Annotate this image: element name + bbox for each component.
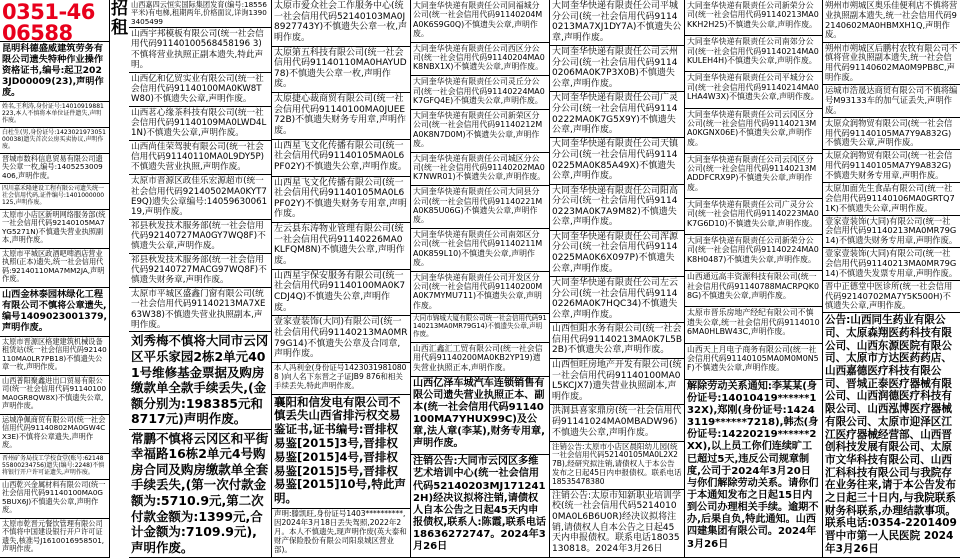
notice-text: 山西天上月电子商务有限公司(统一社会信用代码91140105MA0M0M0N5F)不慎遗失公章,声明作废。 <box>687 344 819 373</box>
notice-text: 太原加面先生食品有限公司(统一社会信用代码91140106MA0GRTQ71K)不慎遗失公章,声明作废。 <box>825 182 955 213</box>
notice-c5-4 <box>550 185 684 231</box>
notice-c6-3 <box>685 109 822 154</box>
notice-text: 姓名,王利涛,身份证号:14010919881223,本人不慎将本单位证件遗失,声明作废。 <box>2 103 104 125</box>
notice-text: 大同奎华快递有限责任公司平城分公司(统一社会信用代码91140213MA7XJ1DY7A)不慎遗失公章,声明作废。 <box>552 1 682 43</box>
notice-c6-5 <box>685 199 822 235</box>
notice-text: 山西嘉四云恒实国际集团发育(编号:18556平米)有电梯,租期两年,价格面议,详询13903405499 <box>131 0 267 26</box>
notice-text: 太原市小店区新明网络服务部(统一社会信用代码92140105MA7YG5271N)不慎遗失营业执照副本,声明作废。 <box>2 210 106 245</box>
notice-text: 壹家壹装饰(大同)有限公司(统一社会信用代码91140213MA0MR79G14)不慎遗失公章及合同章,声明作废。 <box>274 317 408 360</box>
notice-text: 大同奎华快递有限责任公司同福城分公司(统一社会信用代码91140204MA0K6S9G0Q)不慎遗失公章,声明作废。 <box>413 1 543 39</box>
notice-c6-2 <box>685 72 822 108</box>
notice-c5-7 <box>550 323 684 359</box>
notice-c7-5 <box>823 183 960 216</box>
notice-text: 解除劳动关系通知:李某某(身份证号:14010419******132X),郑刚(身份证号:14243119******7218),韩杰(身份证号:14220219******2XX),以上员工你们连续旷工已超过5天,违反公司规章制度,公司于2024年3月20日与你们解除劳动关系。请你们于本通知发布之日起15日内到公司办理相关手续。逾期不办,后果自负,特此通知。山西四建集团有限公司。2024年3月26日 <box>687 380 819 550</box>
notice-c2-3 <box>129 107 271 141</box>
notice-text: 晋城市数科信息贸易有限公司遗失公章一枚,编号:1405253009406,声明作废。 <box>2 154 103 180</box>
notice-c1-12 <box>0 480 109 519</box>
notice-text: 山西乾兴金属材料有限公司(统一社会信用代码91140100MA0G5BUX6J)不慎遗失公章,声明作废。 <box>2 480 106 515</box>
ad-column-6 <box>685 0 823 558</box>
notice-text: 山西星飞文化传播有限公司(统一社会信用代码91140105MA0L6PF02Y)不慎遗失公章,声明作废。 <box>274 140 407 173</box>
notice-text: 注销公告:太原市知新职业培训学校(统一社会信用代码52140100MA0L6B6U0R)经决议拟将注销,请债权人自本公告之日起45天内申报债权。联系电话18035130818。2024年3月26日 <box>552 490 682 554</box>
notice-text: 太原市平城区盛鑫门窗有限公司(统一社会信用代码91140213MA7XE63W38)不慎遗失营业执照副本,声明作废。 <box>131 289 266 330</box>
notice-c4-10 <box>411 377 549 456</box>
ad-column-7 <box>823 0 960 558</box>
notice-text: 太原市晋源区格建建筑机械设备租赁站(统一社会信用代码92140110MA0LR7PB18)不慎遗失公章一枚,声明作废。 <box>2 337 107 372</box>
notice-c4-11 <box>411 455 549 558</box>
notice-c1-10 <box>0 415 109 454</box>
notice-c4-7 <box>411 272 549 315</box>
notice-c1-11 <box>0 454 109 480</box>
notice-text: 大同奎华快递有限责任公司平城分公司(统一社会信用代码91140214MA0LHA4W3X)不慎遗失公章,声明作废。 <box>687 73 819 102</box>
notice-text: 大同奎华快递有限责任公司云冈区分公司(统一社会信用代码91140213MA0KGNX06E)不慎遗失公章,声明作废。 <box>687 109 817 147</box>
notice-c5-1 <box>550 46 684 92</box>
notice-c1-3 <box>0 154 109 184</box>
notice-c4-0 <box>411 0 549 43</box>
notice-text: 山西星飞文化传播有限公司(统一社会信用代码91140105MA0L6PF02Y)不慎遗失财务专用章,声明作废。 <box>274 177 407 220</box>
notice-c3-10 <box>272 509 410 558</box>
notice-text: 山西亿和亿贸实业有限公司(统一社会信用代码91140100MA0KW8TW80)不慎遗失公章,声明作废。 <box>131 73 264 104</box>
notice-text: 太原市爱众社会工作服务中心(统一社会信用代码52140103MA0J8927743Y)不慎遗失公章一枚,声明作废。 <box>274 1 407 43</box>
notice-c3-4 <box>272 177 410 224</box>
notice-c2-4 <box>129 141 271 175</box>
contact-phone: 0351-4606588 <box>2 0 95 42</box>
notice-text: 大同奎华快递有限责任公司天镇分公司(统一社会信用代码91140225MA0K85A49X)不慎遗失公章,声明作废。 <box>552 139 679 182</box>
notice-text: 壹家壹装饰(大同)有限公司(统一社会信用代码91140213MA0MR79G14)不慎遗失财务专用章,声明作废。 <box>825 215 958 246</box>
notice-c6-0 <box>685 0 822 36</box>
notice-c3-0 <box>272 0 410 47</box>
notice-text: 大同奎华快递有限责任公司灵丘分公司(统一社会信用代码91140224MA0K7GFQ4E)不慎遗失公章,声明作废。 <box>413 77 545 105</box>
notice-c1-7 <box>0 288 109 337</box>
zhaozu-label: 招租 <box>111 0 128 38</box>
notice-text: 山西普阳聚鑫进出口贸易有限公司(统一社会信用代码91140100MA0GR8QW8X)不慎遗失公章,声明作废。 <box>2 376 107 411</box>
notice-text: 大同奎华快递有限责任公司南郊分公司(统一社会信用代码91140214MA0KULEH4H)不慎遗失公章,声明作废。 <box>687 37 819 65</box>
notice-text: 大同奎华快递有限责任公司阳高分公司(统一社会信用代码91140223MA0K7A9M82)不慎遗失公章,声明作废。 <box>552 185 679 228</box>
notice-text: 运城净佩商贸有限公司(统一社会信用代码91140802MA0GW4CX3E)不慎将公章遗失,声明作废。 <box>2 415 106 450</box>
notice-c3-7 <box>272 316 410 363</box>
notice-c3-6 <box>272 270 410 317</box>
notice-c4-2 <box>411 76 549 110</box>
notice-c4-8 <box>411 314 549 343</box>
notice-c4-5 <box>411 186 549 229</box>
notice-text: 大同奎华快递有限责任公司新荣分公司(统一社会信用代码91140213MA0KKH2H25)不慎遗失公章,声明作废。 <box>687 1 819 29</box>
ad-column-5 <box>550 0 685 558</box>
notice-c2-9 <box>129 332 271 429</box>
notice-text: 大同奎华快递有限责任公司云冈区分公司(统一社会信用代码91140213MADDFCRX9P)不慎遗失公章,声明作废。 <box>687 154 817 192</box>
notice-text: 太原市晋源区政佳乐宏源超市(统一社会信用代码92140502MA0KYT7E9Q)遗失公章编号:1405963006119,声明作废。 <box>131 176 268 217</box>
notice-c5-6 <box>550 277 684 323</box>
notice-text: 晋州矿务局技工学校食堂(账号:6214855800234756)遗失(编号:2248)不慎将银行开户许可证遗失,声明作废。 <box>2 455 105 477</box>
notice-text: 白杜生(男,身份证号:142302197305100038)遗失首次公房买卖协议,声明作废。 <box>2 129 106 151</box>
notice-c2-5 <box>129 175 271 219</box>
notice-c4-1 <box>411 43 549 77</box>
notice-text: 大同奎华快递有限责任公司开发区分公司(统一社会信用代码91140200MA0K7MYMU711)不慎遗失公章,声明作废。 <box>413 272 543 310</box>
notice-c3-1 <box>272 47 410 94</box>
notice-text: 朔州市朔城区后鹏村农牧有限公司不慎将营业执照副本遗失,统一社会信用代码91140602MA0M9PB8C,声明作废。 <box>825 42 958 82</box>
notice-text: 大同奎华快递有限责任公司云州分公司(统一社会信用代码91140206MA0K7P3X0B)不慎遗失公章,声明作废。 <box>552 47 679 89</box>
notice-c3-2 <box>272 93 410 140</box>
notice-text: 大同奎华快递有限责任公司新荣区分公司(统一社会信用代码91140212MA0K8N7D0M)不慎遗失公章,声明作废。 <box>413 110 543 148</box>
notice-c5-0 <box>550 0 684 46</box>
notice-c7-7 <box>823 248 960 281</box>
notice-text: 大同奎华快递有限责任公司广灵分公司(统一社会信用代码91140222MA0K7G5X9Y)不慎遗失公章,声明作废。 <box>552 93 679 136</box>
notice-c1-2 <box>0 128 109 154</box>
notice-text: 太原市平城区政酒吧啤酒店营业执照(正本)遗失,统一社会信用代码:92140110MA7MM2JA,声明作废。 <box>2 249 105 284</box>
notice-c6-9 <box>685 344 822 380</box>
notice-text: 晋中正德堂中医诊所(统一社会信用代码92140702MA7Y5K500H)不慎遗失公章,声明作废。 <box>825 280 953 311</box>
notice-c5-9 <box>550 405 684 441</box>
notice-text: 大同奎华快递有限责任公司浑源分公司(统一社会信用代码91140225MA0K6X097P)不慎遗失公章,声明作废。 <box>552 231 679 274</box>
notice-text: 大同奎华快递有限责任公司广灵分公司(统一社会信用代码91140223MA0K7G6D10)不慎遗失公章,声明作废。 <box>687 199 819 228</box>
notice-c2-10 <box>129 430 271 558</box>
notice-text: 本人冯利金(身份证号14230319810808 )向人名下东晋之子证JB9 876和相关手续丢失,特此声明作废。 <box>274 363 407 390</box>
ad-column-4 <box>411 0 550 558</box>
notice-c4-9 <box>411 343 549 377</box>
notice-text: 大同奎华快递有限责任公司西区分公司(统一社会信用代码91140204MA0K8NBX1X)不慎遗失公章,声明作废。 <box>413 43 545 72</box>
notice-c1-9 <box>0 376 109 415</box>
notice-text: 大同奎华快递有限责任公司新荣分公司(统一社会信用代码91140224MA0K8H0487)不慎遗失公章,声明作废。 <box>687 236 819 264</box>
notice-text: 常鹏不慎将云冈区和平街幸福路16栋2单元4号购房合同及购房缴款单全套手续丢失,(第一次付款金额为:5710.9元,第二次付款金额为:1399元,合计金额为:7109.9元),声明作废。 <box>131 430 269 555</box>
notice-text: 山西汇鑫汇工贸有限公司(统一社会信用代码91140200MA0KB2YP19)遗失营业执照正本,声明作废。 <box>413 343 543 372</box>
notice-text: 注销公告:太原市小店区晨阳幼儿园(统一社会信用代码52140105MA0L2X27B),经研究拟注销,请债权人于本公告发布之日起45日内申报债权。联系电话18535478380 <box>552 441 682 486</box>
notice-text: 山西宇邦模板有限公司(统一社会信用代码91140100568458196 3)不慎将营业执照正副本遗失,特此声明。 <box>131 29 264 70</box>
notice-c5-2 <box>550 92 684 138</box>
notice-c6-6 <box>685 235 822 271</box>
notice-text: 朔州市朔城区奥乐佳便利店不慎将营业执照副本遗失,统一社会信用代码92140602MA0HBMXH1Q,声明作废。 <box>825 0 958 40</box>
notice-c7-4 <box>823 150 960 183</box>
notice-c1-8 <box>0 337 109 376</box>
notice-text: 昆明科德盛威建筑劳务有限公司遗失特种作业操作资格证书,编号:起卫2023JD00009(23),声明作废。 <box>2 43 104 99</box>
notice-text: 山西金林泰园林绿化工程有限公司不慎将公章遗失,编号1409023001379,声明作废。 <box>2 289 107 334</box>
notice-text: 大同奎华快递有限责任公司大同县分公司(统一社会信用代码91140221MA0K85U06G)不慎遗失公章,声明作废。 <box>413 187 543 225</box>
notice-c3-9 <box>272 395 410 510</box>
notice-text: 左云县东涛物业管理有限公司(统一社会信用代码91140226MA0KLFQM8N)不慎遗失公章,声明作废。 <box>274 224 405 266</box>
notice-c7-2 <box>823 85 960 118</box>
notice-text: 刘秀梅不慎将大同市云冈区平乐家园2栋2单元401号维修基金票据及购房缴款单全款手续丢失,(金额分别为:198385元和8717元)声明作废。 <box>131 333 269 427</box>
notice-c3-8 <box>272 363 410 395</box>
notice-text: 山西恒阳水务有限公司(统一社会信用代码91140213MA0K7L5B2B)不慎遗失公章,声明作废。 <box>552 324 682 356</box>
notice-text: 洪洞县喜家鼎房(统一社会信用代码91141024MA0MBADW96)不慎遗失公章,声明作废。 <box>552 406 682 438</box>
notice-text: 大同奎华快递有限责任公司左云分公司(统一社会信用代码91140226MA0K7HQC34)不慎遗失公章,声明作废。 <box>552 277 679 320</box>
notice-c5-11 <box>550 490 684 558</box>
notice-c1-0 <box>0 42 109 102</box>
notice-text: 公告:山西同生药业有限公司、太原森翔医药科技有限公司、山西东源医院有限公司、太原市方达医药药店、山西嘉德医疗科技有限公司、晋城正泰医疗器械有限公司、山西润德医疗科技有限公司、山西泓博医疗器械有限公司、太原市迎泽区江江医疗器械经营部、山西晋创科技发展有限公司、太原市文华科技有限公司、山西汇科科技有限公司与我院存在业务往来,请于本公告发布之日起三十日内,与我院联系财务科联系,办理结款事项。联系电话:0354-2201409 晋中市第一人民医院 2024年3月26日 <box>825 314 957 555</box>
notice-text: 声明:滕凯旺,身份证号1403**********,因2024年3月18日丢失驾照,2022年2月。本人不慎遗失,现声明作废(英大泰和财产保险股份有限公司阳泉城区营业部)。 <box>274 509 407 554</box>
notice-text: 壹家壹装饰(大同)有限公司(统一社会信用代码91140213MA0MR79G14)不慎遗失发票专用章,声明作废。 <box>825 248 958 278</box>
notice-text: 山西星宇保安服务有限公司(统一社会信用代码91140100MA0K7CDJ4Q)不慎遗失公章,声明作废。 <box>274 270 406 313</box>
notice-c6-8 <box>685 307 822 343</box>
notice-c4-4 <box>411 153 549 187</box>
notice-text: 太原市乾晋元餐饮管理有限公司不慎将中国建设银行开户许可证遗失,核准号J1610016958501,声明作废。 <box>2 519 105 554</box>
notice-text: 太原市晋乐房地产经纪有限公司不慎遗失公章,统一社会信用代码91140106MA0HLBW43C,声明作废。 <box>687 308 820 337</box>
notice-c1-13 <box>0 519 109 558</box>
ad-column-1 <box>0 0 110 558</box>
notice-text: 山西尚佳荣驾驶有限公司(统一社会信用代码91140110MA0L9DY5P)不慎遗失营业执照,声明作废。 <box>131 142 265 173</box>
notice-c6-7 <box>685 271 822 307</box>
notice-text: 太原众润物贸有限公司(统一社会信用代码91140105MA7Y9A832G)不慎遗失公章,声明作废。 <box>825 117 953 148</box>
notice-text: 太原众润物贸有限公司(统一社会信用代码91140105MA7Y9A832G)不慎遗失财务专用章,声明作废。 <box>825 150 953 180</box>
notice-c2-8 <box>129 288 271 332</box>
notice-c2-1 <box>129 28 271 72</box>
notice-c7-9 <box>823 313 960 558</box>
notice-text: 运城市浩晟达商贸有限公司不慎将编号M93133车的加气证丢失,声明作废。 <box>825 85 958 115</box>
notice-c7-8 <box>823 281 960 314</box>
notice-c7-1 <box>823 43 960 86</box>
notice-text: 注销公告:大同市云冈区多维艺术培训中心(统一社会信用代码52140203MJ1712412H)经决议拟将注销,请债权人自本公告之日起45天内申报债权,联系人:陈霞,联系电话18636272747。2024年3月26日 <box>413 456 547 553</box>
notice-c7-6 <box>823 216 960 249</box>
notice-c2-2 <box>129 73 271 107</box>
notice-c2-0 <box>129 0 271 28</box>
notice-text: 太原第五科技有限公司(统一社会信用代码91140110MA0HAYUD78)不慎遗失公章一枚,声明作废。 <box>274 47 407 90</box>
notice-c5-10 <box>550 442 684 490</box>
notice-c2-7 <box>129 254 271 288</box>
notice-text: 大同奎华快递有限责任公司城区分公司(统一社会信用代码91140202MA0K7NWR01)不慎遗失公章,声明作废。 <box>413 153 546 182</box>
notice-text: 四川嘉禾隆建设工程有限公司遗失统一社会信用代码,证件编号:1401000000125,声明作废。 <box>2 185 105 207</box>
notice-c7-3 <box>823 118 960 151</box>
notice-text: 祁县秋发技术服务部(统一社会信用代码92140727MA0GY7WQ8F)不慎遗失公章,声明作废。 <box>131 220 266 251</box>
notice-c1-6 <box>0 249 109 288</box>
notice-c7-0 <box>823 0 960 43</box>
notice-c5-3 <box>550 138 684 184</box>
ad-column-2 <box>129 0 272 558</box>
notice-text: 山西茗心缘茶科技有限公司(统一社会信用代码91140109MA0LWD4L1N)不慎遗失公章,声明作废。 <box>131 107 267 139</box>
notice-c6-4 <box>685 154 822 199</box>
notice-text: 山西亿泽车城汽车连锁销售有限公司遗失营业执照正本、副本(统一社会信用代码91140100MA7YHUX99C)及公章,法人章(李某),财务专用章,声明作废。 <box>413 377 545 450</box>
ad-column-3 <box>272 0 411 558</box>
notice-c5-5 <box>550 231 684 277</box>
notice-c6-10 <box>685 380 822 558</box>
notice-text: 山西通远高丰资源科技有限公司(统一社会信用代码91140788MACRPQK08G)不慎遗失公章,声明作废。 <box>687 272 819 300</box>
notice-c1-1 <box>0 102 109 128</box>
notice-c1-5 <box>0 210 109 249</box>
notice-text: 祁县秋发技术服务部(统一社会信用代码92140727MACG97WQ8F)不慎遗失财务章,声明作废。 <box>131 254 267 286</box>
phone-header <box>0 0 109 42</box>
notice-c2-6 <box>129 220 271 254</box>
notice-c4-3 <box>411 110 549 153</box>
notice-text: 太原捷心裁商贸有限公司(统一社会信用代码91140100MA0JUEE72B)不慎遗失财务专用章,声明作废。 <box>274 94 406 137</box>
notice-c1-4 <box>0 184 109 210</box>
notice-text: 襄阳和信发电有限公司不慎丢失山西省排污权交易鉴证书,证书编号:晋排权易鉴[2015]3号,晋排权易鉴[2015]4号,晋排权易鉴[2015]5号,晋排权易鉴[2015]10号,特此声明。 <box>274 394 406 506</box>
notice-text: 大同市锦城大厦有限公司统一社会信用代码91140213MA0MR79G14)不慎遗失公章,声明作废。 <box>413 314 547 338</box>
notice-c6-1 <box>685 36 822 72</box>
notice-text: 山西恒旺房地产开发有限公司(统一社会信用代码91140100MA0L5KCJX7)遗失营业执照副本,声明作废。 <box>552 360 682 403</box>
notice-c5-8 <box>550 359 684 405</box>
notice-c3-3 <box>272 140 410 177</box>
notice-c3-5 <box>272 223 410 270</box>
notice-text: 大同奎华快递有限责任公司南郊区分公司(统一社会信用代码91140211MA0K859L10)不慎遗失公章,声明作废。 <box>413 229 543 267</box>
notice-c4-6 <box>411 229 549 272</box>
